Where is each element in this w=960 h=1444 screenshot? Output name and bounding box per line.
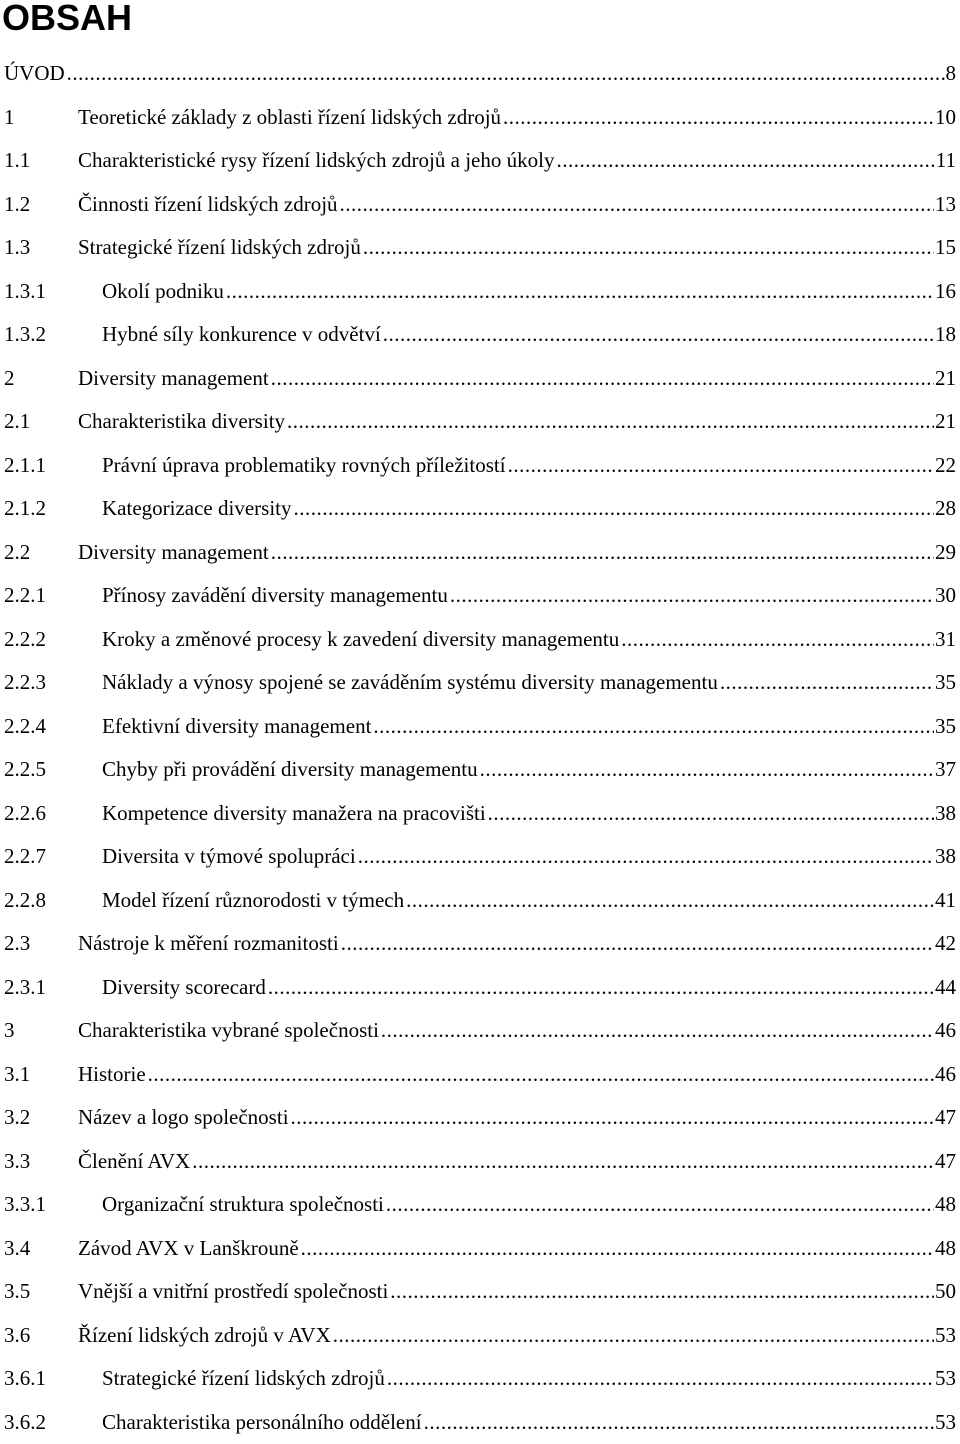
toc-entry-page-number: 15 <box>934 226 956 270</box>
toc-entry[interactable] <box>0 357 960 401</box>
toc-entry-page-number: 38 <box>934 835 956 879</box>
toc-entry[interactable] <box>0 139 960 183</box>
toc-entry-line <box>78 183 956 227</box>
toc-entry-line <box>102 444 956 488</box>
toc-entry-title: Kroky a změnové procesy k zavedení diversity managementu <box>102 618 621 662</box>
toc-entry-line <box>102 748 956 792</box>
toc-entry[interactable] <box>0 1401 960 1444</box>
dot-leader <box>271 357 934 401</box>
dot-leader <box>67 52 945 96</box>
toc-entry-title: Strategické řízení lidských zdrojů <box>78 226 363 270</box>
toc-entry-title: Právní úprava problematiky rovných příležitostí <box>102 444 508 488</box>
toc-entry-line <box>102 792 956 836</box>
toc-entry-line <box>78 531 956 575</box>
toc-entry-line <box>4 52 956 96</box>
toc-entry-number: 3.6.2 <box>4 1401 46 1444</box>
toc-entry-title: Charakteristika personálního oddělení <box>102 1401 424 1444</box>
toc-entry-title: Efektivní diversity management <box>102 705 373 749</box>
toc-entry-number: 2.1.2 <box>4 487 46 531</box>
toc-entry-number: 2.2.8 <box>4 879 46 923</box>
toc-entry[interactable] <box>0 1053 960 1097</box>
toc-entry-page-number: 38 <box>934 792 956 836</box>
toc-entry-page-number: 42 <box>934 922 956 966</box>
toc-entry-title: Diversity scorecard <box>102 966 268 1010</box>
toc-entry-title: Teoretické základy z oblasti řízení lidských zdrojů <box>78 96 503 140</box>
dot-leader <box>373 705 934 749</box>
toc-entry-page-number: 48 <box>934 1227 956 1271</box>
toc-entry-page-number: 46 <box>934 1053 956 1097</box>
toc-entry-title: Charakteristika vybrané společnosti <box>78 1009 381 1053</box>
toc-entry-number: 3.6 <box>4 1314 30 1358</box>
toc-entry-number: 1.1 <box>4 139 30 183</box>
toc-entry-number: 2.2.7 <box>4 835 46 879</box>
dot-leader <box>341 922 934 966</box>
toc-entry[interactable] <box>0 966 960 1010</box>
toc-entry-line <box>102 661 956 705</box>
toc-entry-page-number: 22 <box>934 444 956 488</box>
toc-entry[interactable] <box>0 96 960 140</box>
dot-leader <box>390 1270 934 1314</box>
toc-entry-page-number: 8 <box>945 52 957 96</box>
toc-entry-line <box>78 1270 956 1314</box>
toc-entry-number: 3.3.1 <box>4 1183 46 1227</box>
toc-entry-page-number: 28 <box>934 487 956 531</box>
toc-entry-line <box>102 966 956 1010</box>
toc-entry[interactable] <box>0 183 960 227</box>
toc-entry[interactable] <box>0 444 960 488</box>
toc-entry-line <box>78 400 956 444</box>
toc-entry[interactable] <box>0 270 960 314</box>
toc-entry-line <box>102 1401 956 1444</box>
toc-entry[interactable] <box>0 748 960 792</box>
toc-entry[interactable] <box>0 1183 960 1227</box>
toc-entry[interactable] <box>0 879 960 923</box>
toc-entry-number: 3 <box>4 1009 15 1053</box>
toc-entry-line <box>78 357 956 401</box>
toc-entry-title: ÚVOD <box>4 52 67 96</box>
toc-entry-number: 1 <box>4 96 15 140</box>
dot-leader <box>556 139 934 183</box>
toc-entry[interactable] <box>0 922 960 966</box>
toc-entry-page-number: 16 <box>934 270 956 314</box>
toc-entry-title: Okolí podniku <box>102 270 226 314</box>
toc-entry-number: 2 <box>4 357 15 401</box>
toc-entry[interactable] <box>0 400 960 444</box>
toc-entry-line <box>102 879 956 923</box>
toc-entry-page-number: 18 <box>934 313 956 357</box>
toc-entry-number: 3.2 <box>4 1096 30 1140</box>
toc-entry-number: 2.2.3 <box>4 661 46 705</box>
toc-entry-title: Vnější a vnitřní prostředí společnosti <box>78 1270 390 1314</box>
toc-entry-page-number: 11 <box>935 139 956 183</box>
toc-entry-title: Diversity management <box>78 357 271 401</box>
toc-entry-line <box>78 1140 956 1184</box>
dot-leader <box>340 183 934 227</box>
toc-entry-page-number: 37 <box>934 748 956 792</box>
dot-leader <box>287 400 934 444</box>
toc-entry-number: 2.2.4 <box>4 705 46 749</box>
dot-leader <box>294 487 935 531</box>
toc-entry[interactable] <box>0 487 960 531</box>
toc-entry-line <box>102 835 956 879</box>
toc-entry[interactable] <box>0 618 960 662</box>
toc-entry-number: 3.1 <box>4 1053 30 1097</box>
toc-entry-page-number: 30 <box>934 574 956 618</box>
toc-entry-page-number: 21 <box>934 400 956 444</box>
toc-entry-line <box>102 618 956 662</box>
toc-entry[interactable] <box>0 1009 960 1053</box>
dot-leader <box>406 879 934 923</box>
toc-entry-title: Model řízení různorodosti v týmech <box>102 879 406 923</box>
toc-entry-title: Hybné síly konkurence v odvětví <box>102 313 383 357</box>
toc-entry-title: Historie <box>78 1053 148 1097</box>
toc-entry-line <box>78 1314 956 1358</box>
toc-entry-page-number: 53 <box>934 1401 956 1444</box>
toc-entry-line <box>102 1357 956 1401</box>
toc-entry-title: Přínosy zavádění diversity managementu <box>102 574 450 618</box>
toc-entry[interactable] <box>0 574 960 618</box>
dot-leader <box>148 1053 934 1097</box>
toc-entry-number: 2.3.1 <box>4 966 46 1010</box>
toc-entry-page-number: 35 <box>934 661 956 705</box>
toc-entry-line <box>102 705 956 749</box>
toc-entry-number: 3.4 <box>4 1227 30 1271</box>
dot-leader <box>508 444 934 488</box>
toc-entry-title: Charakteristika diversity <box>78 400 287 444</box>
dot-leader <box>271 531 934 575</box>
toc-entry-title: Nástroje k měření rozmanitosti <box>78 922 341 966</box>
toc-entry-title: Řízení lidských zdrojů v AVX <box>78 1314 333 1358</box>
toc-entry-title: Kompetence diversity manažera na pracovišti <box>102 792 488 836</box>
toc-entry-title: Organizační struktura společnosti <box>102 1183 386 1227</box>
toc-entry[interactable] <box>0 1270 960 1314</box>
dot-leader <box>503 96 934 140</box>
toc-entry-page-number: 53 <box>934 1357 956 1401</box>
toc-entry-title: Činnosti řízení lidských zdrojů <box>78 183 340 227</box>
toc-entry[interactable] <box>0 52 960 96</box>
toc-entry-title: Chyby při provádění diversity managementu <box>102 748 480 792</box>
dot-leader <box>291 1096 934 1140</box>
toc-entry[interactable] <box>0 705 960 749</box>
toc-entry-page-number: 29 <box>934 531 956 575</box>
toc-entry-line <box>78 1053 956 1097</box>
toc-entry[interactable] <box>0 313 960 357</box>
dot-leader <box>381 1009 934 1053</box>
toc-entry[interactable] <box>0 226 960 270</box>
toc-entry-number: 2.2.5 <box>4 748 46 792</box>
toc-entry-page-number: 35 <box>934 705 956 749</box>
toc-entry-line <box>78 922 956 966</box>
dot-leader <box>358 835 934 879</box>
dot-leader <box>720 661 934 705</box>
page-title: OBSAH <box>2 0 132 40</box>
toc-entry-line <box>102 313 956 357</box>
toc-entry-number: 1.3.2 <box>4 313 46 357</box>
dot-leader <box>480 748 934 792</box>
toc-entry-page-number: 47 <box>934 1140 956 1184</box>
dot-leader <box>488 792 934 836</box>
dot-leader <box>621 618 934 662</box>
toc-entry-title: Strategické řízení lidských zdrojů <box>102 1357 387 1401</box>
toc-entry-page-number: 13 <box>934 183 956 227</box>
toc-entry-number: 1.3 <box>4 226 30 270</box>
toc-entry[interactable] <box>0 661 960 705</box>
toc-entry-number: 2.1.1 <box>4 444 46 488</box>
toc-entry-title: Náklady a výnosy spojené se zaváděním systému diversity managementu <box>102 661 720 705</box>
dot-leader <box>387 1357 934 1401</box>
toc-entry-page-number: 50 <box>934 1270 956 1314</box>
dot-leader <box>383 313 934 357</box>
toc-entry-line <box>102 574 956 618</box>
dot-leader <box>424 1401 934 1444</box>
toc-entry-number: 3.5 <box>4 1270 30 1314</box>
toc-entry-number: 3.6.1 <box>4 1357 46 1401</box>
toc-entry-title: Kategorizace diversity <box>102 487 294 531</box>
toc-entry-line <box>78 1096 956 1140</box>
toc-entry[interactable] <box>0 1357 960 1401</box>
toc-entry-line <box>78 96 956 140</box>
toc-entry-number: 2.2 <box>4 531 30 575</box>
toc-entry-number: 2.3 <box>4 922 30 966</box>
toc-entry[interactable] <box>0 1227 960 1271</box>
toc-entry-title: Charakteristické rysy řízení lidských zdrojů a jeho úkoly <box>78 139 556 183</box>
toc-entry-title: Členění AVX <box>78 1140 192 1184</box>
toc-entry-number: 1.3.1 <box>4 270 46 314</box>
toc-entry-title: Diversita v týmové spolupráci <box>102 835 358 879</box>
toc-entry[interactable] <box>0 1140 960 1184</box>
toc-entry-number: 3.3 <box>4 1140 30 1184</box>
toc-entry-line <box>78 1227 956 1271</box>
toc-entry-page-number: 53 <box>934 1314 956 1358</box>
dot-leader <box>192 1140 934 1184</box>
toc-entry-page-number: 21 <box>934 357 956 401</box>
dot-leader <box>268 966 934 1010</box>
toc-entry-title: Název a logo společnosti <box>78 1096 291 1140</box>
toc-entry-number: 2.2.1 <box>4 574 46 618</box>
toc-entry-number: 2.1 <box>4 400 30 444</box>
dot-leader <box>450 574 934 618</box>
toc-entry-title: Závod AVX v Lanškrouně <box>78 1227 301 1271</box>
toc-entry-line <box>102 270 956 314</box>
toc-entry[interactable] <box>0 531 960 575</box>
toc-entry-page-number: 46 <box>934 1009 956 1053</box>
toc-entry-page-number: 41 <box>934 879 956 923</box>
toc-entry-line <box>78 139 956 183</box>
toc-entry[interactable] <box>0 835 960 879</box>
dot-leader <box>301 1227 934 1271</box>
toc-entry-line <box>102 1183 956 1227</box>
toc-entry[interactable] <box>0 1096 960 1140</box>
dot-leader <box>226 270 934 314</box>
toc-entry-page-number: 48 <box>934 1183 956 1227</box>
toc-entry-line <box>102 487 956 531</box>
toc-entry-number: 1.2 <box>4 183 30 227</box>
table-of-contents <box>0 52 960 1444</box>
dot-leader <box>333 1314 934 1358</box>
toc-entry-page-number: 47 <box>934 1096 956 1140</box>
toc-entry-title: Diversity management <box>78 531 271 575</box>
dot-leader <box>386 1183 934 1227</box>
dot-leader <box>363 226 934 270</box>
toc-entry-number: 2.2.2 <box>4 618 46 662</box>
toc-entry-page-number: 31 <box>934 618 956 662</box>
toc-entry-page-number: 44 <box>934 966 956 1010</box>
toc-entry-number: 2.2.6 <box>4 792 46 836</box>
toc-entry-line <box>78 1009 956 1053</box>
toc-entry-page-number: 10 <box>934 96 956 140</box>
toc-entry[interactable] <box>0 1314 960 1358</box>
toc-entry-line <box>78 226 956 270</box>
toc-entry[interactable] <box>0 792 960 836</box>
